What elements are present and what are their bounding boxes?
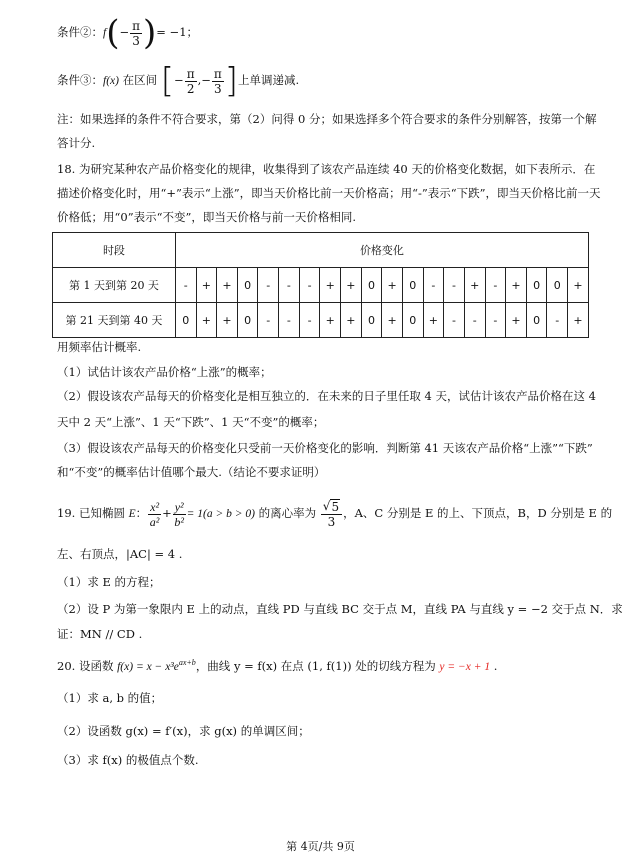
condition-3-tail: 上单调递减. [238, 73, 300, 87]
table-cell: - [464, 303, 485, 338]
table-cell: + [568, 303, 589, 338]
page-footer: 第 4页/共 9页 [286, 840, 355, 853]
table-cell: + [196, 303, 217, 338]
q18-part-2b: 天中 2 天“上涨”、1 天“下跌”、1 天“不变”的概率； [57, 415, 325, 429]
note-line-1: 注：如果选择的条件不符合要求，第（2）问得 0 分；如果选择多个符合要求的条件分别解答，按第一个解 [57, 112, 597, 126]
sqrt-icon: √ [322, 499, 331, 513]
table-cell: - [423, 268, 444, 303]
table-cell: + [506, 303, 527, 338]
q19-part-2a: （2）设 P 为第一象限内 E 上的动点，直线 PD 与直线 BC 交于点 M，直线 PA 与直线 y = −2 交于点 N．求 [57, 602, 623, 616]
table-cell: + [217, 303, 238, 338]
table-cell: + [568, 268, 589, 303]
table-cell: - [279, 303, 300, 338]
table-cell: 0 [361, 268, 382, 303]
table-cell: + [382, 268, 403, 303]
table-cell: 0 [547, 268, 568, 303]
fraction-x2-a2 [148, 500, 161, 529]
minus-sign: − [174, 73, 184, 87]
q20-end: . [490, 658, 498, 673]
fraction-pi-3 [130, 19, 142, 48]
fraction-sqrt5-3 [321, 499, 342, 529]
row-label: 第 21 天到第 40 天 [53, 303, 176, 338]
table-cell: + [464, 268, 485, 303]
denominator: 3 [132, 33, 140, 48]
table-cell: 0 [237, 303, 258, 338]
q18-intro-2: 描述价格变化时，用“+”表示“上涨”，即当天价格比前一天价格高；用“-”表示“下跌”，即当天价格比前一天 [57, 186, 601, 200]
table-cell: - [444, 303, 465, 338]
table-cell: - [299, 303, 320, 338]
table-cell: 0 [175, 303, 196, 338]
fraction-pi-3b [212, 67, 224, 96]
table-cell: + [320, 303, 341, 338]
note-line-2: 答计分. [57, 136, 96, 150]
table-row [53, 268, 589, 303]
func-f: f [103, 27, 107, 39]
condition-2-rhs: = −1； [156, 25, 199, 39]
table-cell: 0 [237, 268, 258, 303]
left-bracket: [ [160, 61, 175, 101]
table-cell: 0 [526, 303, 547, 338]
condition-2 [57, 14, 198, 51]
exponent: ax+b [178, 658, 196, 667]
numerator: π [132, 18, 140, 33]
q19-stem [57, 494, 612, 533]
ellipse-condition: = 1(a > b > 0) [186, 508, 255, 520]
table-row [53, 303, 589, 338]
table-cell: + [341, 268, 362, 303]
q20-part-2: （2）设函数 g(x) = f′(x)，求 g(x) 的单调区间； [57, 724, 310, 738]
fraction-pi-2 [185, 67, 197, 96]
ellipse-name: E [128, 508, 136, 520]
table-cell: 0 [361, 303, 382, 338]
table-cell: + [423, 303, 444, 338]
plus-sign: + [162, 506, 172, 520]
q18-part-3b: 和“不变”的概率估计值哪个最大.（结论不要求证明） [57, 465, 326, 479]
left-paren: ( [106, 13, 120, 53]
eccentricity-text: 的离心率为 [254, 506, 320, 520]
func-fx: f(x) [103, 75, 119, 87]
q20-mid: ，曲线 y = f(x) 在点 (1, f(1)) 处的切线方程为 [195, 658, 440, 673]
numerator: π [186, 66, 195, 81]
q19-part-1: （1）求 E 的方程； [57, 575, 161, 589]
function-def: f(x) = x − x³e [117, 660, 179, 673]
numerator: π [213, 66, 222, 81]
table-cell: 0 [402, 303, 423, 338]
table-cell: + [506, 268, 527, 303]
condition-3-label: 条件③： [57, 73, 103, 87]
q19-line-2: 左、右顶点，|AC| = 4 . [57, 547, 183, 561]
q20-part-3: （3）求 f(x) 的极值点个数. [57, 753, 199, 767]
table-cell: + [217, 268, 238, 303]
comma: , [197, 73, 202, 87]
q18-intro-1: 18. 为研究某种农产品价格变化的规律，收集得到了该农产品连续 40 天的价格变化数据，如下表所示．在 [57, 162, 596, 176]
table-cell: + [196, 268, 217, 303]
header-period: 时段 [53, 233, 176, 268]
condition-2-label: 条件②： [57, 25, 103, 39]
table-cell: - [299, 268, 320, 303]
condition-3 [57, 62, 299, 99]
q20-stem [57, 655, 497, 675]
table-cell: + [382, 303, 403, 338]
table-cell: + [320, 268, 341, 303]
q18-part-2a: （2）假设该农产品每天的价格变化是相互独立的．在未来的日子里任取 4 天，试估计该农产品价格在这 4 [57, 389, 596, 403]
denominator: b² [174, 514, 184, 529]
minus-sign: − [119, 25, 130, 39]
q19-rest: ，A、C 分别是 E 的上、下顶点，B，D 分别是 E 的 [343, 506, 613, 520]
tangent-line: y = −x + 1 [439, 660, 491, 673]
minus-sign: − [201, 73, 211, 87]
table-cell: - [258, 268, 279, 303]
table-cell: 0 [526, 268, 547, 303]
table-cell: - [485, 268, 506, 303]
row-label: 第 1 天到第 20 天 [53, 268, 176, 303]
price-change-table [52, 232, 589, 338]
denominator: 3 [214, 81, 222, 96]
denominator: 3 [327, 515, 336, 529]
q19-part-2b: 证：MN // CD . [57, 627, 143, 641]
q18-part-1: （1）试估计该农产品价格“上涨”的概率； [57, 365, 272, 379]
q20-part-1: （1）求 a, b 的值； [57, 691, 163, 705]
denominator: 2 [186, 81, 195, 96]
denominator: a² [149, 514, 160, 529]
colon: ： [135, 506, 148, 520]
q19-pre: 19. 已知椭圆 [57, 506, 129, 520]
table-cell: - [485, 303, 506, 338]
q18-part-3a: （3）假设该农产品每天的价格变化只受前一天价格变化的影响．判断第 41 天该农产品价格“上涨”“下跌” [57, 441, 593, 455]
q18-intro-3: 价格低；用“0”表示“不变”，即当天价格与前一天价格相同. [57, 210, 356, 224]
table-cell: - [258, 303, 279, 338]
table-cell: - [279, 268, 300, 303]
table-cell: 0 [402, 268, 423, 303]
right-paren: ) [143, 13, 157, 53]
condition-3-mid: 在区间 [118, 73, 161, 87]
table-header-row [53, 233, 589, 268]
fraction-y2-b2 [173, 500, 186, 529]
header-price-change: 价格变化 [175, 233, 588, 268]
table-cell: - [175, 268, 196, 303]
table-cell: - [547, 303, 568, 338]
table-cell: - [444, 268, 465, 303]
table-cell: + [341, 303, 362, 338]
q18-freq: 用频率估计概率. [57, 340, 142, 354]
q20-pre: 20. 设函数 [57, 658, 118, 673]
numerator: x² [150, 499, 160, 514]
numerator: y² [174, 499, 184, 514]
radicand: 5 [331, 500, 340, 514]
right-bracket: ] [224, 61, 239, 101]
